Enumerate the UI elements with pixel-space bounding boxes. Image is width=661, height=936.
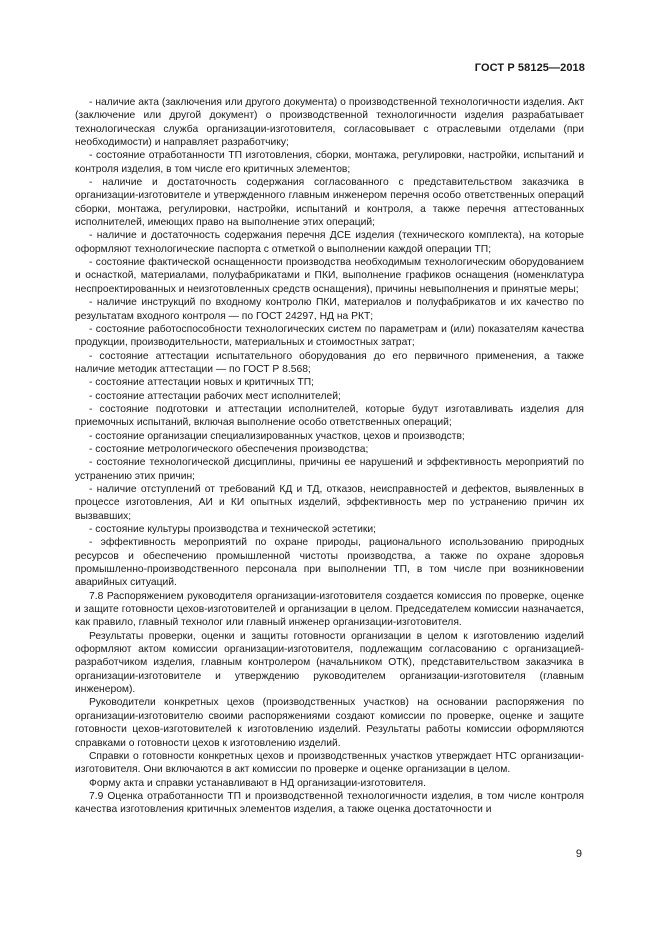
paragraph: - состояние отработанности ТП изготовления, сборки, монтажа, регулировки, настройки, испытаний и контроля изделия, в том числе его критичных элементов; xyxy=(75,150,584,175)
document-body xyxy=(75,96,584,817)
paragraph: - эффективность мероприятий по охране природы, рационального использованию природных ресурсов и обеспечению промышленной чистоты производства, а также по охране здоровья промышленно-производственного персонала при выполнении ТП, в том числе при возникновении аварийных ситуаций. xyxy=(75,537,584,589)
paragraph: - состояние работоспособности технологических систем по параметрам и (или) показателям качества продукции, производительности, материальных и стоимостных затрат; xyxy=(75,323,584,349)
paragraph: - наличие инструкций по входному контролю ПКИ, материалов и полуфабрикатов и их качество по результатам входного контроля — по ГОСТ 24297, НД на РКТ; xyxy=(75,297,584,322)
paragraph: - состояние культуры производства и технической эстетики; xyxy=(89,524,376,535)
paragraph: - наличие отступлений от требований КД и ТД, отказов, неисправностей и дефектов, выявленных в процессе изготовления, АИ и КИ опытных изделий, эффективность мер по устранению причин их вызвавших; xyxy=(75,483,584,522)
paragraph: - состояние фактической оснащенности производства необходимым технологическим оборудованием и оснасткой, материалами, полуфабрикатами и ПКИ, выполнение графиков оснащения (номенклатура неспроектированных и неизготовленных средств оснащения), причины невыполнения и принятые меры; xyxy=(75,257,584,295)
paragraph: - состояние аттестации испытательного оборудования до его первичного применения, а также наличие методик аттестации — по ГОСТ Р 8.568; xyxy=(75,350,584,375)
paragraph: - наличие и достаточность содержания перечня ДСЕ изделия (технического комплекта), на которые оформляют технологические паспорта с отметкой о выполнении каждой операции ТП; xyxy=(75,230,584,255)
paragraph: - состояние метрологического обеспечения производства; xyxy=(89,443,369,455)
paragraph: Результаты проверки, оценки и защиты готовности организации в целом к изготовлению изделий оформляют актом комиссии организации-изготовителя, подлежащим согласованию с организацией-разработчиком изделия, главным контролером (начальником ОТК), представительством заказчика в организации-изготовителе и утверждению руководителем организации-изготовителя (главным инженером). xyxy=(75,630,584,696)
paragraph: Руководители конкретных цехов (производственных участков) на основании распоряжения по организации-изготовителю своими распоряжениями создают комиссии по проверке, оценке и защите готовности цехов-изготовителей к изготовлению изделий. Результаты работы комиссии оформляются справками о готовности цехов к изготовлению изделий. xyxy=(75,697,584,749)
page-number: 9 xyxy=(575,848,582,860)
paragraph: Справки о готовности конкретных цехов и производственных участков утверждает НТС организации-изготовителя. Они включаются в акт комиссии по проверке и оценке организации в целом. xyxy=(75,750,584,776)
paragraph: - наличие акта (заключения или другого документа) о производственной технологичности изделия. Акт (заключение или другой документ) о производственной технологичности изделия разрабатывает технологическая служба организации-изготовителя, согласовывает с отраслевыми отделами (при необходимости) и направляет разработчику; xyxy=(75,97,584,149)
paragraph: - состояние технологической дисциплины, причины ее нарушений и эффективность мероприятий по устранению этих причин; xyxy=(75,457,584,482)
paragraph: - состояние организации специализированных участков, цехов и производств; xyxy=(89,430,465,442)
paragraph: Форму акта и справки устанавливают в НД организации-изготовителя. xyxy=(89,777,426,789)
paragraph: - состояние подготовки и аттестации исполнителей, которые будут изготавливать изделия для приемочных испытаний, включая выполнение особо ответственных операций; xyxy=(75,403,584,429)
paragraph: 7.9 Оценка отработанности ТП и производственной технологичности изделия, в том числе контроля качества изготовления критичных элементов изделия, а также оценка достаточности и xyxy=(75,790,584,816)
paragraph: 7.8 Распоряжением руководителя организации-изготовителя создается комиссия по проверке, оценке и защите готовности цехов-изготовителей и организации в целом. Председателем комиссии назначается, как правило, главный технолог или главный инженер организации-изготовителя. xyxy=(75,590,584,629)
document-header: ГОСТ Р 58125—2018 xyxy=(474,62,585,74)
paragraph: - наличие и достаточность содержания согласованного с представительством заказчика в организации-изготовителе и утвержденного главным инженером перечня особо ответственных операций сборки, монтажа, регулировки, настройки, испытаний и контроля, а также перечня аттестованных исполнителей, имеющих право на выполнение этих операций; xyxy=(75,177,584,229)
paragraph: - состояние аттестации рабочих мест исполнителей; xyxy=(89,390,341,402)
paragraph: - состояние аттестации новых и критичных ТП; xyxy=(89,377,315,389)
